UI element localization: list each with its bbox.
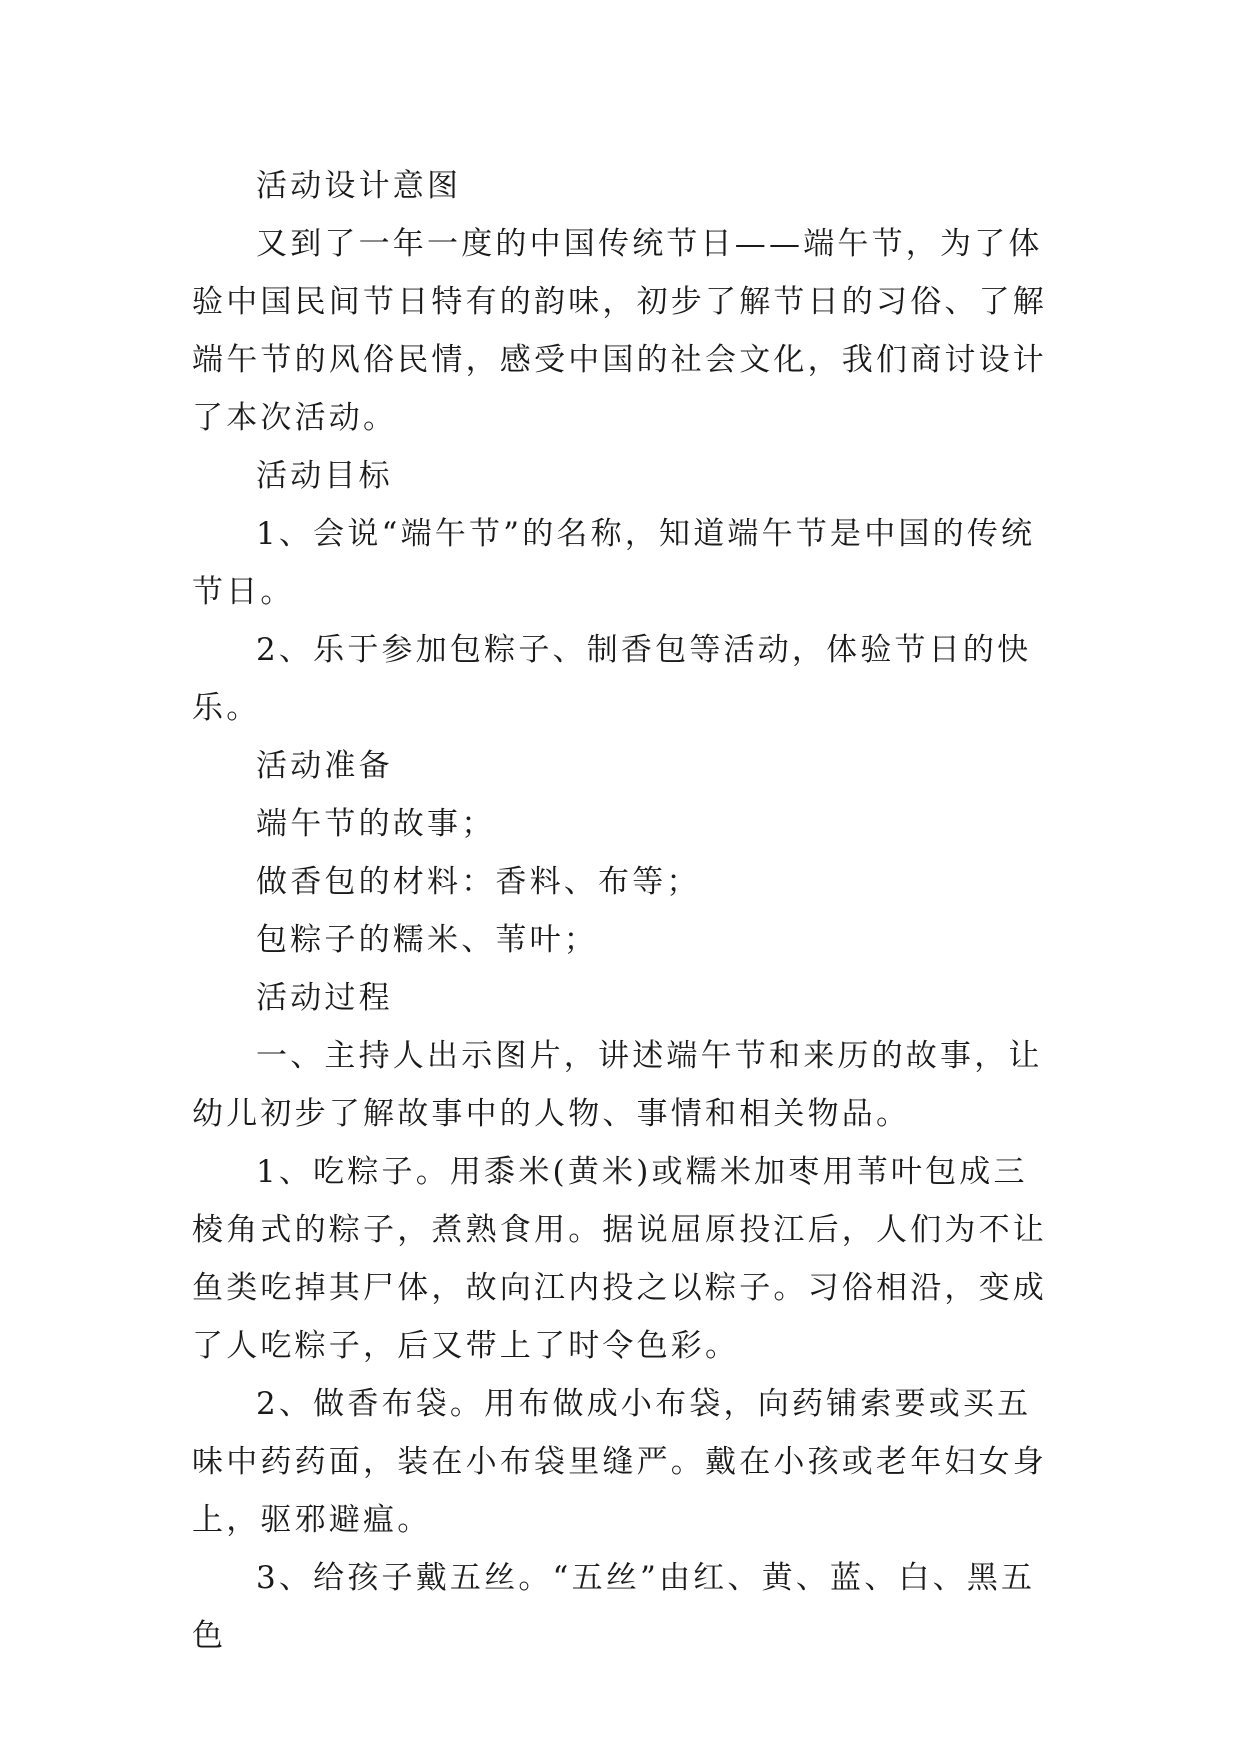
document-body <box>192 157 1052 1665</box>
paragraph-five-threads: 3、给孩子戴五丝。“五丝”由红、黄、蓝、白、黑五色 <box>192 1560 1036 1654</box>
paragraph-prep-zongzi: 包粽子的糯米、苇叶； <box>256 922 598 958</box>
paragraph-process-1: 一、主持人出示图片，讲述端午节和来历的故事，让幼儿初步了解故事中的人物、事情和相关物品。 <box>192 1038 1043 1132</box>
paragraph-sachet: 2、做香布袋。用布做成小布袋，向药铺索要或买五味中药药面，装在小布袋里缝严。戴在小孩或老年妇女身上，驱邪避瘟。 <box>192 1386 1047 1538</box>
paragraph-prep-sachet: 做香包的材料：香料、布等； <box>256 864 701 900</box>
paragraph-goal-1: 1、会说“端午节”的名称，知道端午节是中国的传统节日。 <box>192 516 1036 610</box>
heading-preparation: 活动准备 <box>256 748 393 784</box>
paragraph-intro: 又到了一年一度的中国传统节日——端午节，为了体验中国民间节日特有的韵味，初步了解节日的习俗、了解端午节的风俗民情，感受中国的社会文化，我们商讨设计了本次活动。 <box>192 226 1047 436</box>
heading-process: 活动过程 <box>256 980 393 1016</box>
paragraph-goal-2: 2、乐于参加包粽子、制香包等活动，体验节日的快乐。 <box>192 632 1032 726</box>
paragraph-eat-zongzi: 1、吃粽子。用黍米(黄米)或糯米加枣用苇叶包成三棱角式的粽子，煮熟食用。据说屈原投江后，人们为不让鱼类吃掉其尸体，故向江内投之以粽子。习俗相沿，变成了人吃粽子，后又带上了时令色彩。 <box>192 1154 1047 1364</box>
heading-goals: 活动目标 <box>256 458 393 494</box>
heading-design-intent: 活动设计意图 <box>256 168 462 204</box>
paragraph-prep-story: 端午节的故事； <box>256 806 496 842</box>
